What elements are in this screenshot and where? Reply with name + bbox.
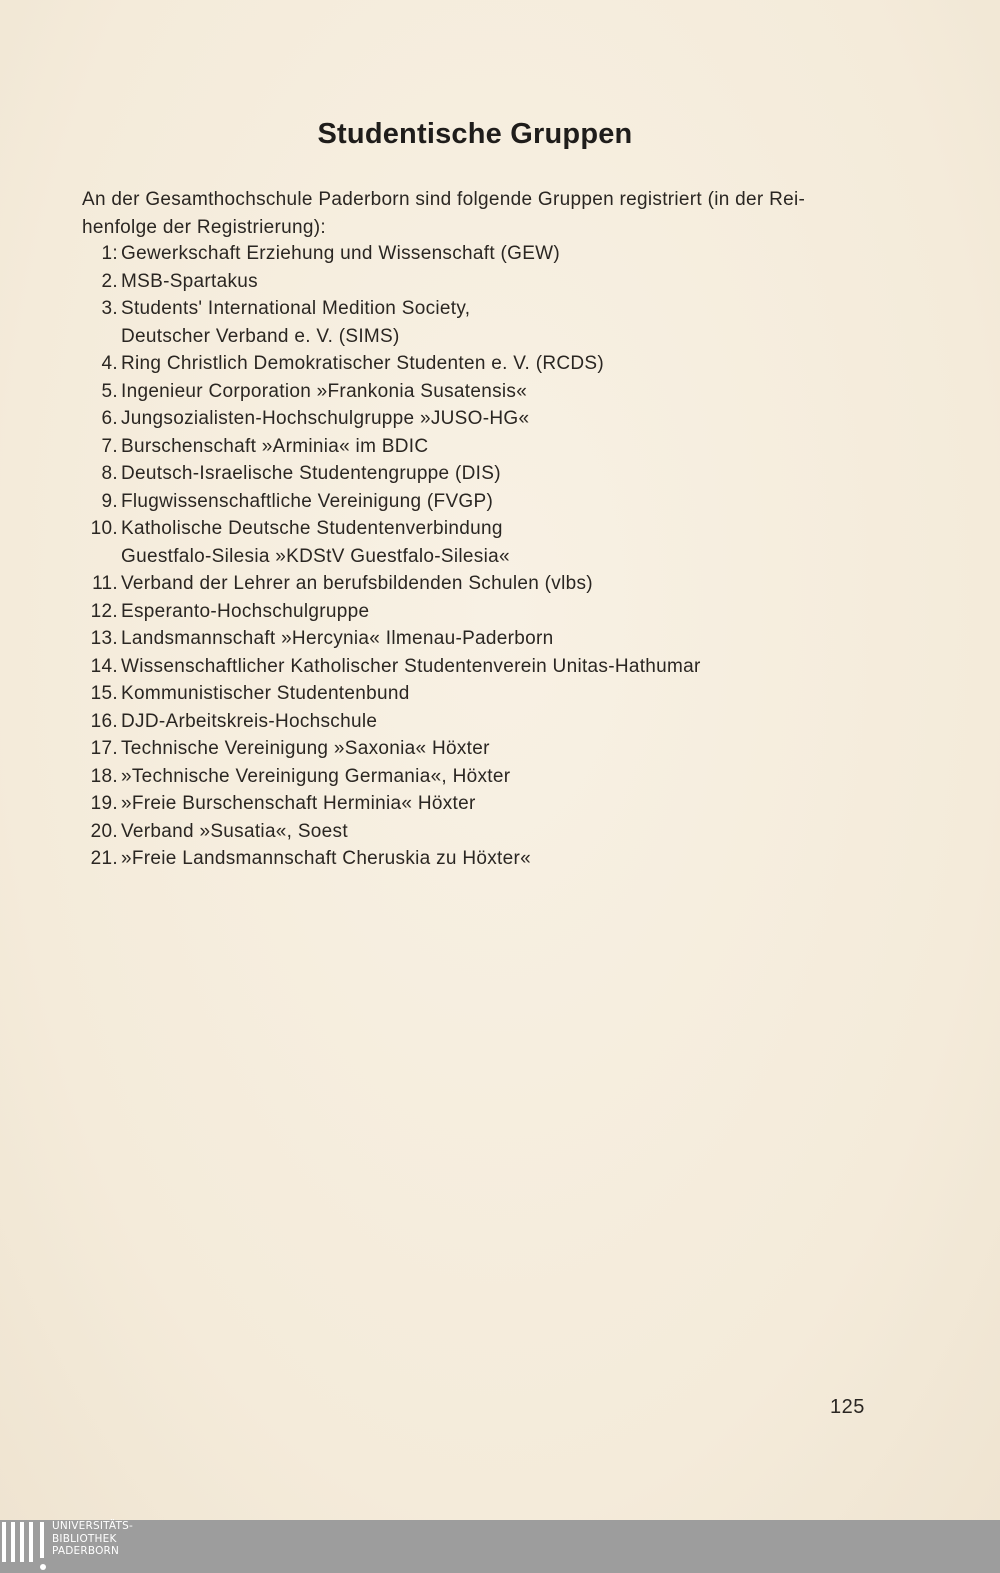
list-item — [76, 488, 896, 516]
list-item — [76, 240, 896, 268]
logo-line: UNIVERSITÄTS- — [52, 1520, 133, 1532]
item-text: DJD-Arbeitskreis-Hochschule — [121, 710, 378, 732]
item-text: »Freie Burschenschaft Herminia« Höxter — [121, 793, 476, 814]
item-number: 10. — [90, 518, 118, 539]
list-item — [76, 818, 896, 846]
logo-line: PADERBORN — [52, 1545, 120, 1557]
item-number: 16. — [90, 710, 118, 732]
library-logo-icon — [2, 1522, 46, 1571]
item-number: 1: — [101, 243, 118, 264]
list-item — [76, 653, 896, 681]
item-number: 7. — [101, 435, 118, 457]
list-item — [76, 680, 896, 708]
item-text: Landsmannschaft »Hercynia« Ilmenau-Paderborn — [121, 628, 554, 649]
list-item — [76, 845, 896, 873]
item-number: 4. — [101, 353, 118, 374]
groups-list — [76, 240, 896, 873]
item-text: »Technische Vereinigung Germania«, Höxter — [121, 765, 511, 787]
list-item — [76, 735, 896, 763]
item-text: Verband der Lehrer an berufsbildenden Schulen (vlbs) — [121, 573, 593, 594]
item-text: Technische Vereinigung »Saxonia« Höxter — [121, 738, 490, 759]
library-logo-text — [52, 1520, 133, 1558]
item-text: Gewerkschaft Erziehung und Wissenschaft (GEW) — [121, 243, 561, 264]
item-text: Deutsch-Israelische Studentengruppe (DIS) — [121, 463, 501, 484]
list-item — [76, 268, 896, 296]
item-text: Kommunistischer Studentenbund — [121, 683, 410, 704]
item-number: 15. — [90, 683, 118, 704]
item-text: Esperanto-Hochschulgruppe — [121, 600, 370, 622]
item-text: Ingenieur Corporation »Frankonia Susatensis« — [121, 380, 528, 402]
item-number: 17. — [90, 738, 118, 759]
item-number: 2. — [101, 270, 118, 292]
item-text: Verband »Susatia«, Soest — [121, 820, 348, 842]
list-item — [76, 405, 896, 433]
list-item — [76, 598, 896, 626]
item-text: »Freie Landsmannschaft Cheruskia zu Höxter« — [121, 848, 531, 869]
item-text: Students' International Medition Society, Deutscher Verband e. V. (SIMS) — [121, 298, 471, 347]
intro-paragraph: An der Gesamthochschule Paderborn sind folgende Gruppen registriert (in der Rei- henfolge der Registrierung): — [82, 189, 806, 238]
list-item — [76, 515, 896, 570]
item-text: MSB-Spartakus — [121, 270, 258, 292]
list-item — [76, 460, 896, 488]
page-title: Studentische Gruppen — [317, 118, 633, 150]
item-number: 5. — [101, 380, 118, 402]
logo-line: BIBLIOTHEK — [52, 1532, 117, 1545]
item-text: Flugwissenschaftliche Vereinigung (FVGP) — [121, 490, 494, 512]
item-text: Burschenschaft »Arminia« im BDIC — [121, 435, 429, 457]
item-text: Katholische Deutsche Studentenverbindung Guestfalo-Silesia »KDStV Guestfalo-Silesia« — [121, 518, 510, 567]
list-item — [76, 433, 896, 461]
item-number: 14. — [90, 655, 118, 677]
item-text: Ring Christlich Demokratischer Studenten e. V. (RCDS) — [121, 353, 604, 374]
item-number: 19. — [90, 793, 118, 814]
list-item — [76, 625, 896, 653]
library-footer-bar — [0, 1520, 1000, 1573]
list-item — [76, 350, 896, 378]
item-number: 13. — [90, 628, 118, 649]
item-number: 21. — [90, 848, 118, 869]
item-number: 9. — [101, 490, 118, 512]
list-item — [76, 570, 896, 598]
list-item — [76, 378, 896, 406]
item-number: 11. — [92, 573, 118, 594]
item-text: Jungsozialisten-Hochschulgruppe »JUSO-HG« — [121, 408, 530, 429]
list-item — [76, 790, 896, 818]
item-number: 3. — [101, 298, 118, 319]
item-number: 12. — [90, 600, 118, 622]
item-number: 18. — [90, 765, 118, 787]
item-text: Wissenschaftlicher Katholischer Studentenverein Unitas-Hathumar — [121, 655, 701, 677]
item-number: 6. — [101, 408, 118, 429]
page-number: 125 — [830, 1396, 865, 1418]
list-item — [76, 708, 896, 736]
list-item — [76, 763, 896, 791]
item-number: 20. — [90, 820, 118, 842]
item-number: 8. — [101, 463, 118, 484]
list-item — [76, 295, 896, 350]
